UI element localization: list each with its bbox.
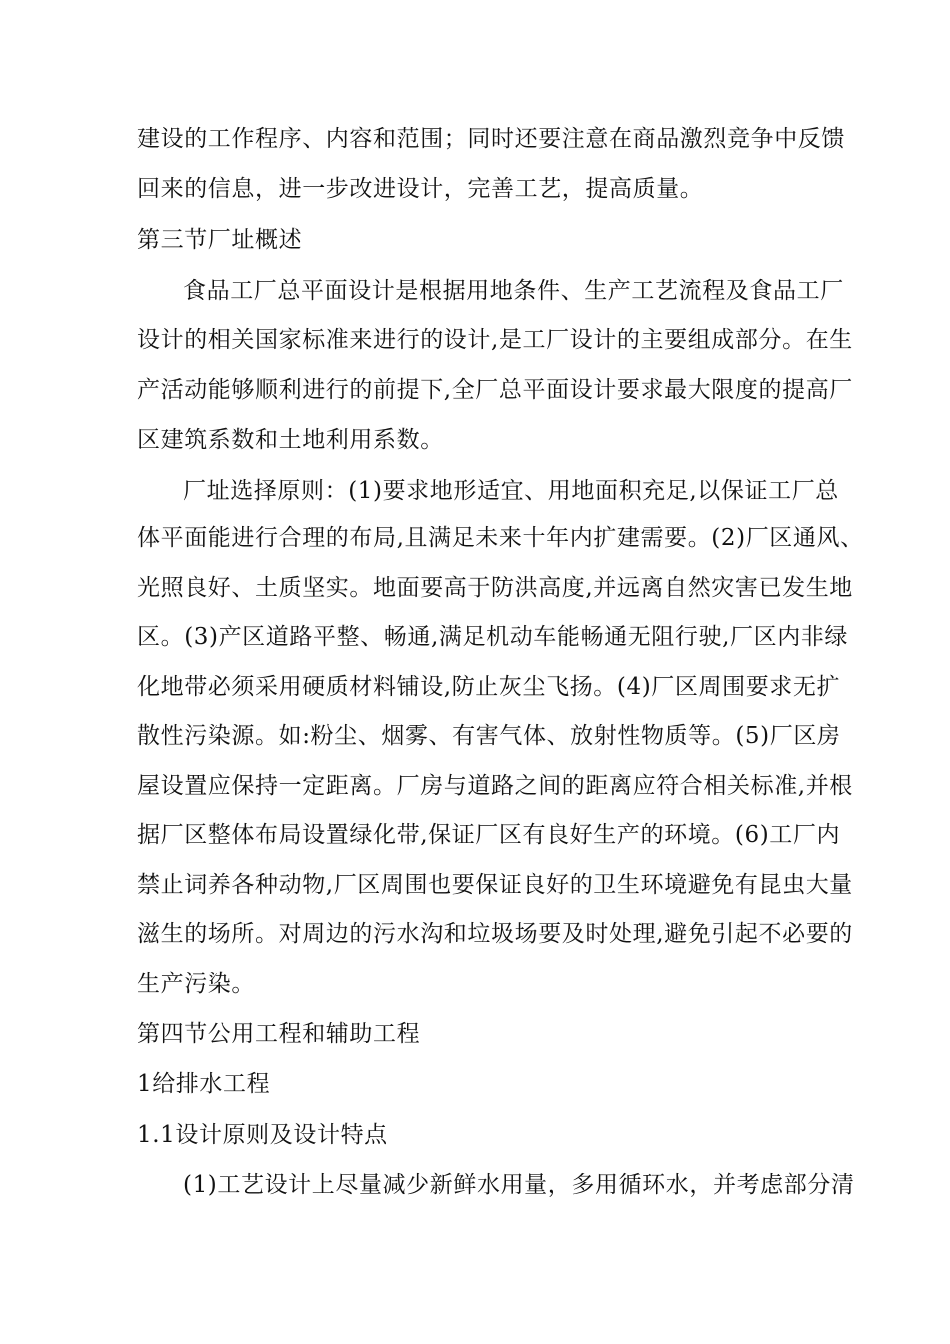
paragraph-line: 区建筑系数和土地利用系数。 <box>137 427 444 453</box>
paragraph-line: (1)工艺设计上尽量减少新鲜水用量，多用循环水，并考虑部分清 <box>183 1172 855 1198</box>
paragraph-line: 产活动能够顺利进行的前提下,全厂总平面设计要求最大限度的提高厂 <box>137 377 853 403</box>
paragraph-line: 生产污染。 <box>137 971 255 997</box>
paragraph-line: 屋设置应保持一定距离。厂房与道路之间的距离应符合相关标准,并根 <box>137 773 853 799</box>
paragraph-line: 化地带必须采用硬质材料铺设,防止灰尘飞扬。(4)厂区周围要求无扩 <box>137 674 841 700</box>
section-heading: 第四节公用工程和辅助工程 <box>137 1021 421 1047</box>
paragraph-line: 体平面能进行合理的布局,且满足未来十年内扩建需要。(2)厂区通风、 <box>137 525 864 551</box>
paragraph-line: 滋生的场所。对周边的污水沟和垃圾场要及时处理,避免引起不必要的 <box>137 921 853 947</box>
paragraph-line: 区。(3)产区道路平整、畅通,满足机动车能畅通无阻行驶,厂区内非绿 <box>137 624 849 650</box>
paragraph-line: 回来的信息，进一步改进设计，完善工艺，提高质量。 <box>137 176 704 202</box>
subsection-heading: 1.1设计原则及设计特点 <box>137 1122 388 1148</box>
paragraph-line: 食品工厂总平面设计是根据用地条件、生产工艺流程及食品工厂 <box>183 278 844 304</box>
paragraph-line: 光照良好、土质坚实。地面要高于防洪高度,并远离自然灾害已发生地 <box>137 575 853 601</box>
paragraph-line: 设计的相关国家标准来进行的设计,是工厂设计的主要组成部分。在生 <box>137 327 853 353</box>
paragraph-line: 厂址选择原则：(1)要求地形适宜、用地面积充足,以保证工厂总 <box>183 478 839 504</box>
section-heading: 第三节厂址概述 <box>137 227 303 253</box>
paragraph-line: 据厂区整体布局设置绿化带,保证厂区有良好生产的环境。(6)工厂内 <box>137 822 841 848</box>
subsection-heading: 1给排水工程 <box>137 1071 271 1097</box>
paragraph-line: 禁止词养各种动物,厂区周围也要保证良好的卫生环境避免有昆虫大量 <box>137 872 853 898</box>
paragraph-line: 建设的工作程序、内容和范围；同时还要注意在商品激烈竞争中反馈 <box>137 126 845 152</box>
paragraph-line: 散性污染源。如:粉尘、烟雾、有害气体、放射性物质等。(5)厂区房 <box>137 723 841 749</box>
